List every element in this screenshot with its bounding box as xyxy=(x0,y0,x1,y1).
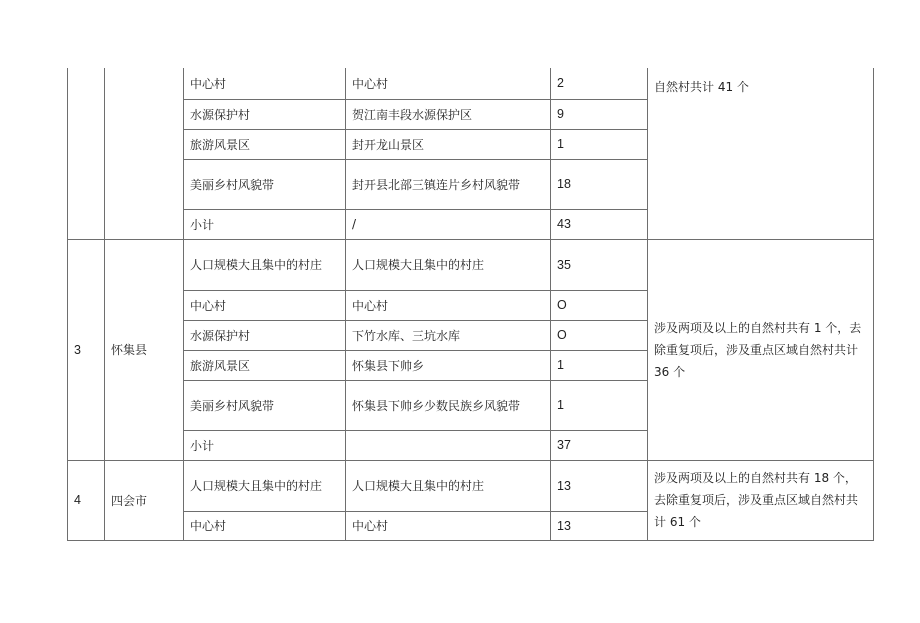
type-cell: 人口规模大且集中的村庄 xyxy=(184,460,346,511)
type-cell: 美丽乡村风貌带 xyxy=(184,159,346,209)
count-cell: 1 xyxy=(551,380,648,430)
name-cell: 贺江南丰段水源保护区 xyxy=(346,99,551,129)
index-cell: 3 xyxy=(68,239,105,460)
count-cell: 1 xyxy=(551,350,648,380)
count-cell: 35 xyxy=(551,239,648,290)
name-cell: 怀集县下帅乡少数民族乡风貌带 xyxy=(346,380,551,430)
name-cell xyxy=(346,430,551,460)
name-cell: 人口规模大且集中的村庄 xyxy=(346,460,551,511)
index-cell: 4 xyxy=(68,460,105,540)
count-cell: 1 xyxy=(551,129,648,159)
county-cell xyxy=(105,68,184,239)
count-cell: 13 xyxy=(551,511,648,540)
type-cell: 人口规模大且集中的村庄 xyxy=(184,239,346,290)
count-cell: 9 xyxy=(551,99,648,129)
type-cell: 小计 xyxy=(184,430,346,460)
table-row xyxy=(68,239,874,290)
county-cell: 四会市 xyxy=(105,460,184,540)
type-cell: 旅游风景区 xyxy=(184,350,346,380)
type-cell: 水源保护村 xyxy=(184,320,346,350)
key-areas-table xyxy=(67,68,874,541)
name-cell: / xyxy=(346,209,551,239)
count-cell: 43 xyxy=(551,209,648,239)
count-cell: 37 xyxy=(551,430,648,460)
count-cell: 13 xyxy=(551,460,648,511)
name-cell: 中心村 xyxy=(346,511,551,540)
county-cell: 怀集县 xyxy=(105,239,184,460)
remark-cell: 自然村共计 41 个 xyxy=(648,68,874,239)
table-row xyxy=(68,460,874,511)
name-cell: 封开龙山景区 xyxy=(346,129,551,159)
count-cell: O xyxy=(551,290,648,320)
name-cell: 人口规模大且集中的村庄 xyxy=(346,239,551,290)
table-row xyxy=(68,68,874,99)
type-cell: 美丽乡村风貌带 xyxy=(184,380,346,430)
type-cell: 中心村 xyxy=(184,511,346,540)
type-cell: 小计 xyxy=(184,209,346,239)
type-cell: 水源保护村 xyxy=(184,99,346,129)
name-cell: 封开县北部三镇连片乡村风貌带 xyxy=(346,159,551,209)
count-cell: O xyxy=(551,320,648,350)
name-cell: 下竹水库、三坑水库 xyxy=(346,320,551,350)
index-cell xyxy=(68,68,105,239)
type-cell: 旅游风景区 xyxy=(184,129,346,159)
type-cell: 中心村 xyxy=(184,68,346,99)
type-cell: 中心村 xyxy=(184,290,346,320)
name-cell: 怀集县下帅乡 xyxy=(346,350,551,380)
name-cell: 中心村 xyxy=(346,68,551,99)
count-cell: 18 xyxy=(551,159,648,209)
count-cell: 2 xyxy=(551,68,648,99)
remark-cell: 涉及两项及以上的自然村共有 18 个，去除重复项后，涉及重点区域自然村共计 61 个 xyxy=(648,460,874,540)
name-cell: 中心村 xyxy=(346,290,551,320)
remark-cell: 涉及两项及以上的自然村共有 1 个，去除重复项后，涉及重点区域自然村共计 36 个 xyxy=(648,239,874,460)
